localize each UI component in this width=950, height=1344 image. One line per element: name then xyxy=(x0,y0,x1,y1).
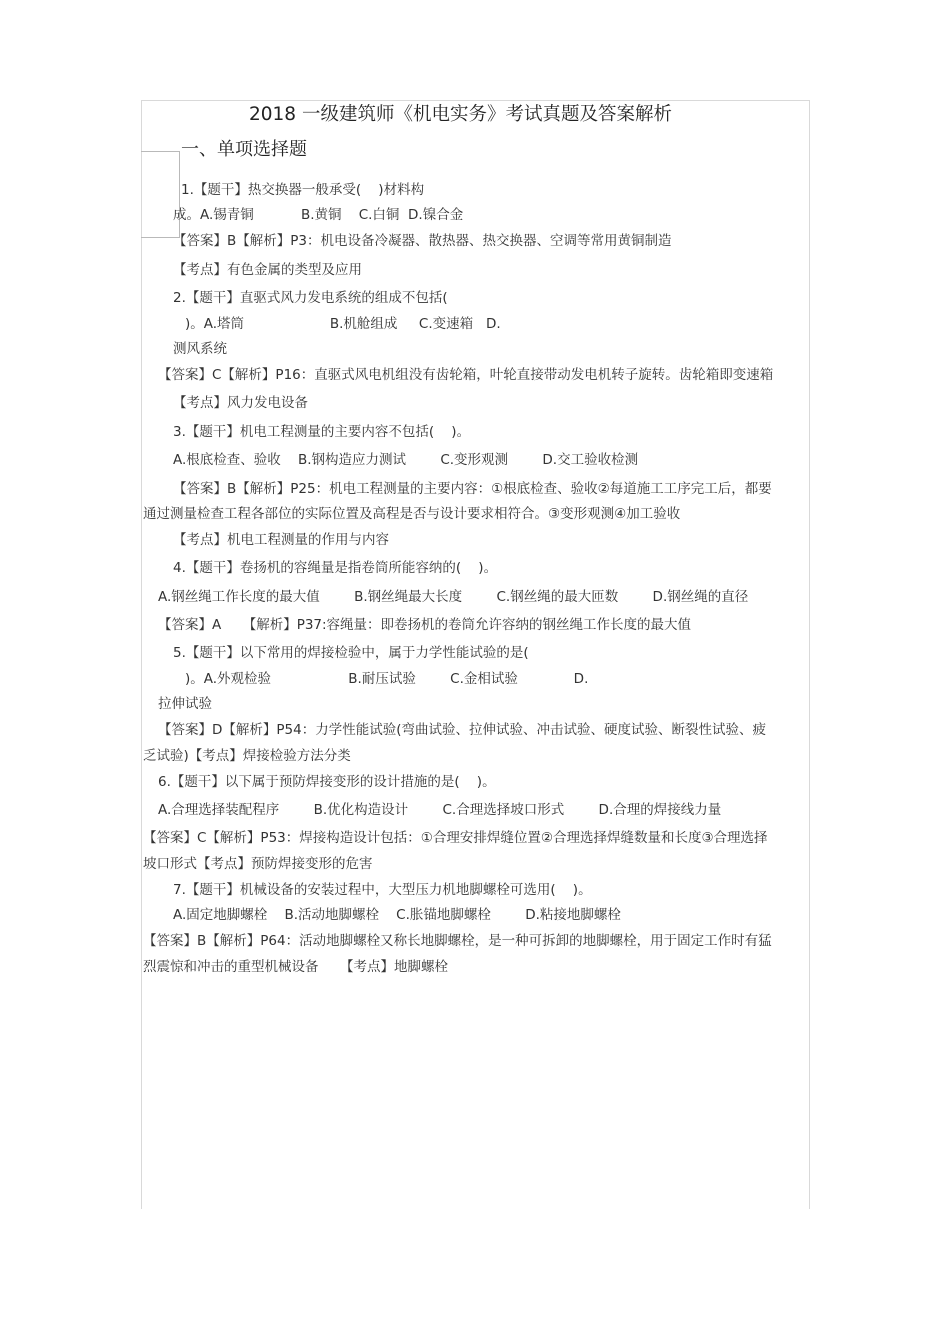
q4-answer: 【答案】A 【解析】P37:容绳量：即卷扬机的卷筒允许容纳的钢丝绳工作长度的最大值 xyxy=(158,617,692,633)
q2-stem: 2.【题干】直驱式风力发电系统的组成不包括( xyxy=(173,290,448,306)
q2-options: )。A.塔筒 B.机舱组成 C.变速箱 D. xyxy=(185,316,501,332)
q1-point: 【考点】有色金属的类型及应用 xyxy=(173,262,362,278)
q7-stem: 7.【题干】机械设备的安装过程中，大型压力机地脚螺栓可选用( )。 xyxy=(173,882,592,898)
q6-stem: 6.【题干】以下属于预防焊接变形的设计措施的是( )。 xyxy=(158,774,496,790)
q2-point: 【考点】风力发电设备 xyxy=(173,395,308,411)
q3-answer-cont: 通过测量检查工程各部位的实际位置及高程是否与设计要求相符合。③变形观测④加工验收 xyxy=(143,506,681,522)
q2-options-cont: 测风系统 xyxy=(173,341,227,357)
q3-point: 【考点】机电工程测量的作用与内容 xyxy=(173,532,389,548)
q1-answer: 【答案】B【解析】P3：机电设备冷凝器、散热器、热交换器、空调等常用黄铜制造 xyxy=(173,233,672,249)
q5-options-cont: 拉伸试验 xyxy=(158,696,212,712)
q5-answer: 【答案】D【解析】P54：力学性能试验(弯曲试验、拉伸试验、冲击试验、硬度试验、断裂性试验、疲 xyxy=(158,722,766,738)
q7-answer: 【答案】B【解析】P64：活动地脚螺栓又称长地脚螺栓，是一种可拆卸的地脚螺栓，用于固定工作时有猛 xyxy=(143,933,772,949)
q4-stem: 4.【题干】卷扬机的容绳量是指卷筒所能容纳的( )。 xyxy=(173,560,498,576)
q7-answer-cont: 烈震惊和冲击的重型机械设备 【考点】地脚螺栓 xyxy=(143,959,448,975)
q5-stem: 5.【题干】以下常用的焊接检验中，属于力学性能试验的是( xyxy=(173,645,529,661)
q1-stem: 1.【题干】热交换器一般承受( )材料构 xyxy=(181,182,425,198)
q6-options: A.合理选择装配程序 B.优化构造设计 C.合理选择坡口形式 D.合理的焊接线力量 xyxy=(158,802,722,818)
document-title: 2018 一级建筑师《机电实务》考试真题及答案解析 xyxy=(249,104,672,125)
q7-options: A.固定地脚螺栓 B.活动地脚螺栓 C.胀锚地脚螺栓 D.粘接地脚螺栓 xyxy=(173,907,621,923)
q4-options: A.钢丝绳工作长度的最大值 B.钢丝绳最大长度 C.钢丝绳的最大匝数 D.钢丝绳的直径 xyxy=(158,589,749,605)
q3-options: A.根底检查、验收 B.钢构造应力测试 C.变形观测 D.交工验收检测 xyxy=(173,452,639,468)
section-heading: 一、单项选择题 xyxy=(181,139,307,160)
q1-options: 成。A.锡青铜 B.黄铜 C.白铜 D.镍合金 xyxy=(173,207,464,223)
q6-answer-cont: 坡口形式【考点】预防焊接变形的危害 xyxy=(143,856,373,872)
q5-options: )。A.外观检验 B.耐压试验 C.金相试验 D. xyxy=(185,671,589,687)
q3-stem: 3.【题干】机电工程测量的主要内容不包括( )。 xyxy=(173,424,471,440)
q2-answer: 【答案】C【解析】P16：直驱式风电机组没有齿轮箱，叶轮直接带动发电机转子旋转。齿轮箱即变速箱 xyxy=(158,367,774,383)
q6-answer: 【答案】C【解析】P53：焊接构造设计包括：①合理安排焊缝位置②合理选择焊缝数量和长度③合理选择 xyxy=(143,830,768,846)
decorative-box xyxy=(141,151,180,238)
q3-answer: 【答案】B【解析】P25：机电工程测量的主要内容：①根底检查、验收②每道施工工序完工后，都要 xyxy=(173,481,772,497)
q5-answer-cont: 乏试验)【考点】焊接检验方法分类 xyxy=(143,748,351,764)
